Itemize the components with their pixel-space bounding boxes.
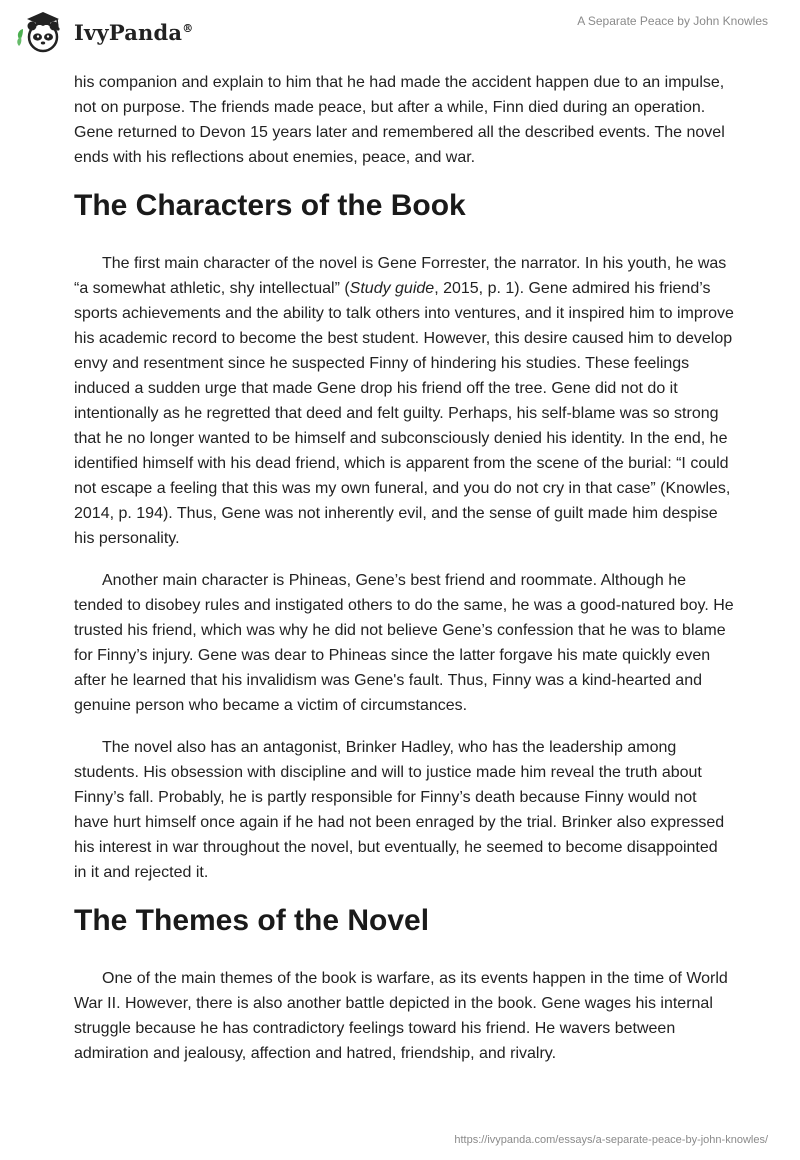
paragraph-phineas: Another main character is Phineas, Gene’s best friend and roommate. Although he tended to disobey rules and instigated others to do the same, he was a good-natured boy. He trusted his friend, which was why he did not believe Gene’s confession that he was to blame for Finny’s injury. Gene was dear to Phineas since the latter forgave his mate quickly even after he learned that his invalidism was Gene's fault. Thus, Finny was a kind-hearted and genuine person who became a victim of circumstances.	[74, 572, 734, 714]
paragraph-themes: One of the main themes of the book is warfare, as its events happen in the time of World War II. However, there is also another battle depicted in the book. Gene wages his internal struggle because he has contradictory feelings toward his friend. He wavers between admiration and jealousy, affection and hatred, friendship, and rivalry.	[74, 970, 728, 1062]
paragraph-continuation: his companion and explain to him that he had made the accident happen due to an impulse, not on purpose. The friends made peace, but after a while, Finn died during an operation. Gene returned to Devon 15 years later and remembered all the described events. The novel ends with his reflections about enemies, peace, and war.	[74, 74, 725, 166]
ivypanda-logo[interactable]	[16, 10, 193, 54]
section-heading-themes: The Themes of the Novel	[74, 904, 430, 937]
panda-graduation-cap-logo-icon	[16, 10, 66, 54]
section-heading-characters: The Characters of the Book	[74, 189, 466, 222]
essay-content	[74, 70, 734, 1083]
paragraph-brinker: The novel also has an antagonist, Brinker Hadley, who has the leadership among students. His obsession with discipline and will to justice made him reveal the truth about Finny’s fall. Probably, he is partly responsible for Finny’s death because Finny would not have hurt himself once again if he had not been enraged by the trial. Brinker also expressed his interest in war throughout the novel, but eventually, he seemed to become disappointed in it and rejected it.	[74, 739, 725, 881]
document-title: A Separate Peace by John Knowles	[577, 14, 768, 28]
citation-title: Study guide	[349, 280, 435, 297]
brand-name: IvyPanda®	[74, 19, 194, 45]
page-header	[0, 0, 800, 70]
source-url-link[interactable]: https://ivypanda.com/essays/a-separate-peace-by-john-knowles/	[454, 1134, 768, 1146]
paragraph-gene: The first main character of the novel is Gene Forrester, the narrator. In his youth, he was “a somewhat athletic, shy intellectual” (Study guide, 2015, p. 1). Gene admired his friend’s sports achievements and the ability to talk others into ventures, and it inspired him to improve his academic record to become the best student. However, this desire caused him to develop envy and resentment since he suspected Finny of hindering his studies. These feelings induced a sudden urge that made Gene drop his friend off the tree. Gene did not do it intentionally as he regretted that deed and felt guilty. Perhaps, his self-blame was so strong that he no longer wanted to be himself and subconsciously denied his identity. In the end, he identified himself with his dead friend, which is apparent from the scene of the burial: “I could not escape a feeling that this was my own funeral, and you do not cry in that case” (Knowles, 2014, p. 194). Thus, Gene was not inherently evil, and the sense of guilt made him despise his personality.	[74, 255, 734, 547]
